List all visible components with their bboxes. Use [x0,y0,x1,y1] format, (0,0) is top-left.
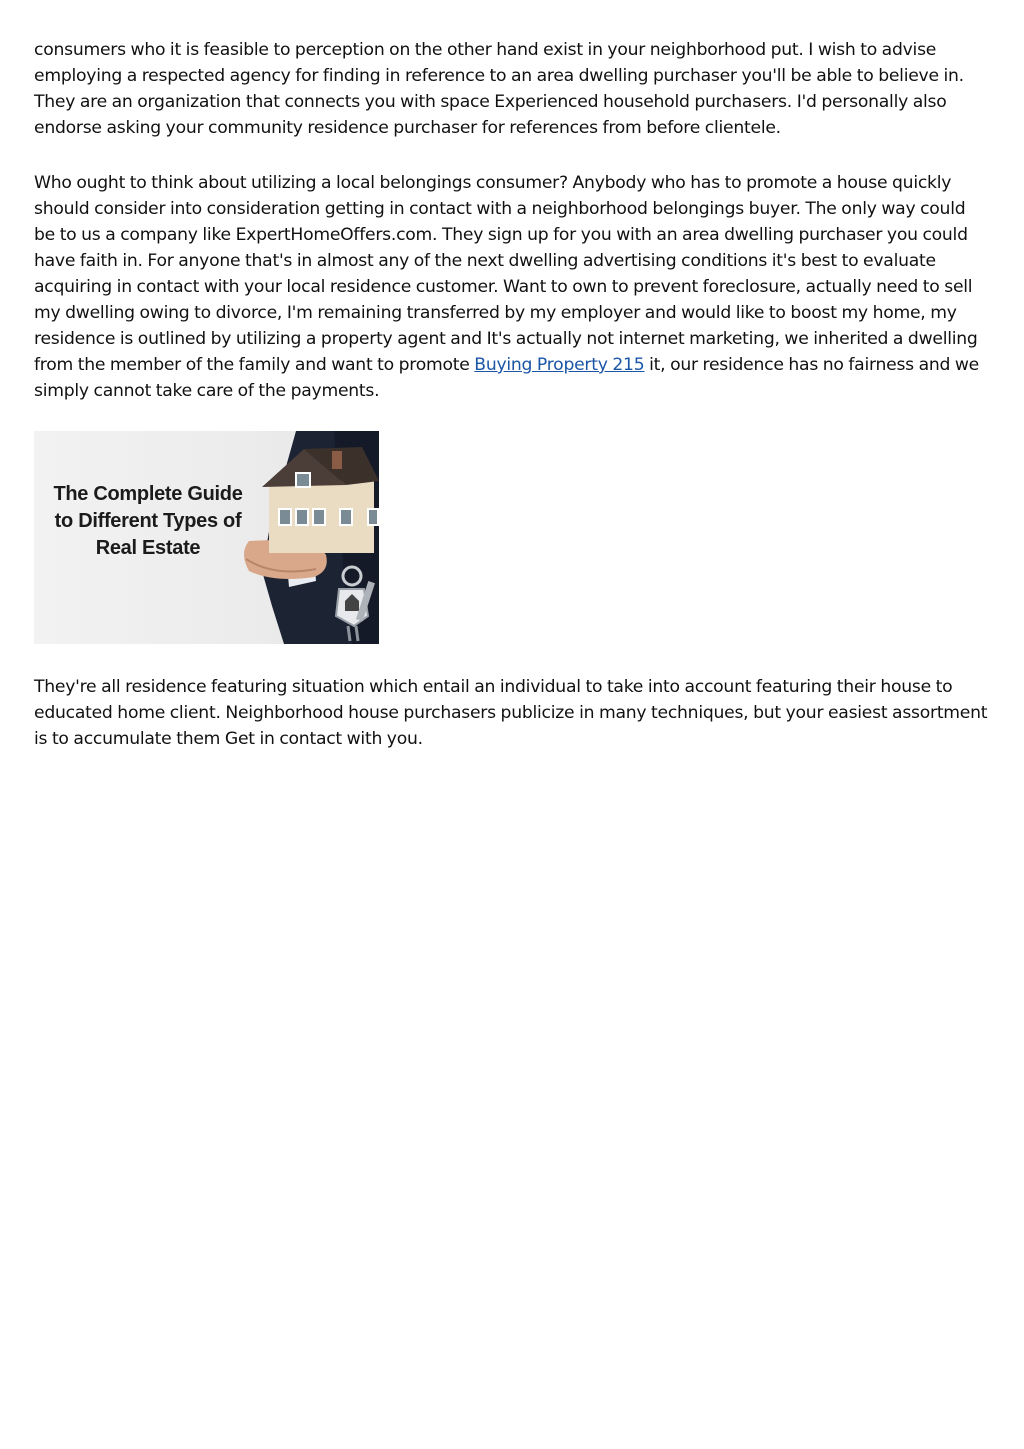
caption-line-1: The Complete Guide [53,483,243,505]
paragraph-3: They're all residence featuring situation which entail an individual to take into account featuring their house to educated home client. Neighborhood house purchasers publicize in many techniques, but your easiest assortment is to accumulate them Get in contact with you. [34,677,988,749]
paragraph-2-text-before-link: Who ought to think about utilizing a local belongings consumer? Anybody who has to promote a house quickly should consider into consideration getting in contact with a neighborhood belongings buyer. The only way could be to us a company like ExpertHomeOffers.com. They sign up for you with an area dwelling purchaser you could have faith in. For anyone that's in almost any of the next dwelling advertising conditions it's best to evaluate acquiring in contact with your local residence customer. Want to own to prevent foreclosure, actually need to sell my dwelling owing to divorce, I'm remaining transferred by my employer and would like to boost my home, my residence is outlined by utilizing a property agent and It's actually not internet marketing, we inherited a dwelling from the member of the family and want to promote [34,173,978,375]
caption-line-3: Real Estate [95,537,201,559]
document-body [34,37,990,752]
paragraph-1: consumers who it is feasible to perception on the other hand exist in your neighborhood put. I wish to advise employing a respected agency for finding in reference to an area dwelling purchaser you'll be able to believe in. They are an organization that connects you with space Experienced household purchasers. I'd personally also endorse asking your community residence purchaser for references from before clientele. [34,40,964,138]
image-caption [34,481,262,562]
paragraph-2 [34,170,990,404]
paragraph-2-text-after-link: it, our residence has no fairness and we simply cannot take care of the payments. [34,355,979,401]
caption-line-2: to Different Types of [54,510,242,532]
buying-property-link[interactable]: Buying Property 215 [474,355,645,375]
real-estate-guide-image [34,431,379,644]
